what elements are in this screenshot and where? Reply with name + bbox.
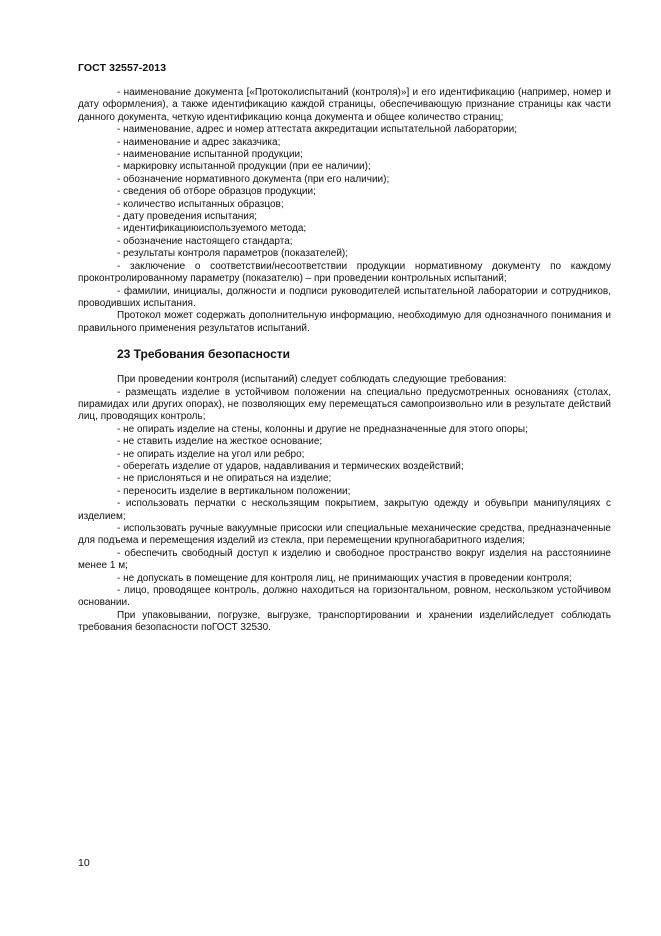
list-item: - маркировку испытанной продукции (при ее наличии);: [117, 161, 371, 173]
list-item: - переносить изделие в вертикальном положении;: [117, 485, 351, 497]
list-item: - наименование и адрес заказчика;: [117, 136, 281, 148]
requirements-list: [78, 87, 611, 335]
list-item: - сведения об отборе образцов продукции;: [117, 186, 316, 198]
list-item: - дату проведения испытания;: [117, 211, 258, 223]
list-item: - наименование, адрес и номер аттестата аккредитации испытательной лаборатории;: [117, 124, 518, 136]
list-item: - оберегать изделие от ударов, надавливания и термических воздействий;: [117, 460, 464, 472]
section-heading: 23 Требования безопасности: [117, 347, 291, 362]
paragraph: При проведении контроля (испытаний) следует соблюдать следующие требования:: [117, 374, 507, 386]
list-item: - использовать перчатки с нескользящим покрытием, закрытую одежду и обувьпри манипуляциях с изделием;: [78, 498, 611, 522]
list-item: - количество испытанных образцов;: [117, 198, 284, 210]
list-item: - не допускать в помещение для контроля лиц, не принимающих участия в проведении контроля;: [117, 572, 572, 584]
list-item: - заключение о соответствии/несоответствии продукции нормативному документу по каждому проконтролированному параметру (показателю) – при проведении контрольных испытаний;: [78, 260, 611, 285]
list-item: - наименование испытанной продукции;: [117, 149, 303, 161]
page-number: 10: [78, 857, 90, 869]
list-item: - использовать ручные вакуумные присоски или специальные механические средства, предназначенные для подъема и перемещения изделий из стекла, при перемещении крупногабаритного изделия;: [78, 523, 611, 547]
list-item: - наименование документа [«Протоколиспытаний (контроля)»] и его идентификацию (например, номер и дату оформления), а также идентификацию каждой страницы, обеспечивающую признание страницы как части данного документа, четкую идентификацию конца документа и общее количество страниц;: [78, 87, 611, 123]
paragraph: Протокол может содержать дополнительную информацию, необходимую для однозначного понимания и правильного применения результатов испытаний.: [78, 310, 611, 334]
list-item: - не опирать изделие на угол или ребро;: [117, 448, 305, 460]
page-content: [78, 87, 611, 635]
list-item: - обозначение нормативного документа (при его наличии);: [117, 173, 390, 185]
paragraph: При упаковывании, погрузке, выгрузке, транспортировании и хранении изделийследует соблюдать требования безопасности поГОСТ 32530.: [78, 609, 611, 634]
list-item: - не опирать изделие на стены, колонны и другие не предназначенные для этого опоры;: [117, 423, 528, 435]
list-item: - обеспечить свободный доступ к изделию и свободное пространство вокруг изделия на расстояниине менее 1 м;: [78, 547, 611, 572]
safety-requirements-list: [78, 374, 611, 635]
list-item: - не ставить изделие на жесткое основание;: [117, 436, 323, 448]
list-item: - идентификациюиспользуемого метода;: [117, 223, 307, 235]
list-item: - фамилии, инициалы, должности и подписи руководителей испытательной лаборатории и сотрудников, проводивших испытания.: [78, 285, 611, 309]
list-item: - размещать изделие в устойчивом положении на специально предусмотренных основаниях (столах, пирамидах или других опорах), не позволяющих ему перемещаться самопроизвольно или в результате действий лиц, проводящих контроль;: [78, 386, 611, 423]
list-item: - не прислоняться и не опираться на изделие;: [117, 473, 332, 485]
list-item: - обозначение настоящего стандарта;: [117, 235, 293, 247]
document-header: ГОСТ 32557-2013: [78, 62, 167, 74]
list-item: - результаты контроля параметров (показателей);: [117, 248, 349, 260]
list-item: - лицо, проводящее контроль, должно находиться на горизонтальном, ровном, нескользком устойчивом основании.: [78, 585, 611, 609]
